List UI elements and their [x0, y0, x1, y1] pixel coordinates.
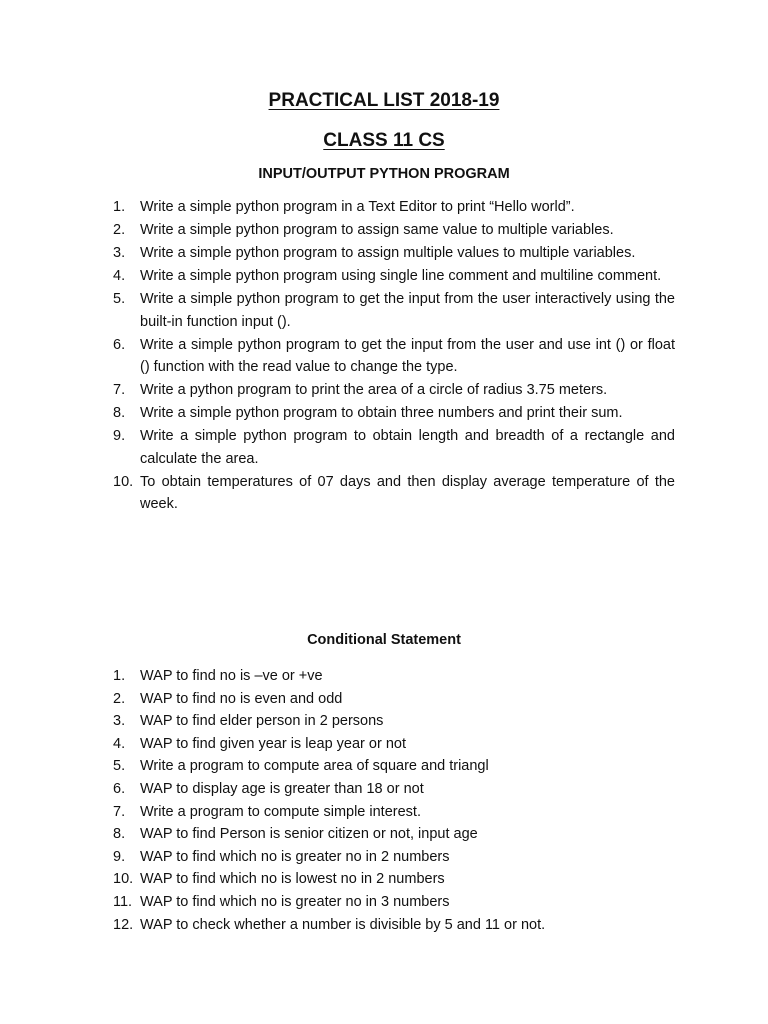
list-item-number: 10.: [113, 473, 134, 490]
list-item: [113, 379, 675, 402]
list-item-number: 10.: [113, 871, 134, 888]
list-item-number: 4.: [113, 735, 126, 752]
list-item-text: WAP to find which no is greater no in 3 numbers: [140, 893, 450, 910]
list-item: [113, 846, 675, 869]
list-item: [113, 471, 675, 516]
list-item: [113, 710, 675, 733]
list-item-number: 9.: [113, 428, 126, 444]
list-item: [113, 733, 675, 756]
list-item: [113, 425, 675, 470]
list-item-number: 7.: [113, 803, 126, 820]
list-item-text: Write a simple python program in a Text Editor to print “Hello world”.: [140, 199, 575, 215]
list-item: [113, 402, 675, 425]
list-item: [113, 242, 675, 265]
page-title: PRACTICAL LIST 2018-19: [268, 90, 500, 111]
list-item: [113, 755, 675, 778]
list-item: [113, 288, 675, 333]
list-item-text: Write a simple python program to obtain length and breadth of a rectangle and calculate the area.: [140, 428, 675, 467]
list-item-number: 1.: [113, 668, 126, 684]
list-item-text: WAP to find given year is leap year or not: [140, 735, 406, 752]
list-item-text: WAP to check whether a number is divisible by 5 and 11 or not.: [140, 916, 546, 933]
list-item: [113, 688, 675, 711]
list-item: [113, 914, 675, 937]
list-item-number: 9.: [113, 848, 126, 865]
list-item-text: Write a program to compute area of square and triangl: [140, 758, 489, 775]
list-item-number: 6.: [113, 780, 126, 797]
list-item-text: Write a simple python program using single line comment and multiline comment.: [140, 268, 662, 284]
list-item-text: Write a program to compute simple interest.: [140, 803, 421, 820]
list-item-number: 4.: [113, 268, 126, 284]
section-heading-conditional: Conditional Statement: [307, 632, 461, 648]
list-item-text: WAP to find Person is senior citizen or not, input age: [140, 826, 478, 843]
list-item-number: 1.: [113, 199, 126, 215]
list-item-number: 7.: [113, 382, 126, 398]
list-item: [113, 778, 675, 801]
list-item-text: WAP to find which no is lowest no in 2 numbers: [140, 871, 445, 888]
list-item-text: Write a python program to print the area of a circle of radius 3.75 meters.: [140, 382, 608, 398]
list-item-number: 8.: [113, 826, 126, 843]
list-item-text: WAP to display age is greater than 18 or not: [140, 780, 424, 797]
list-item-text: WAP to find no is even and odd: [140, 690, 343, 707]
list-item: [113, 868, 675, 891]
list-item-text: Write a simple python program to get the input from the user interactively using the built-in function input ().: [140, 291, 675, 330]
list-item-text: Write a simple python program to get the input from the user and use int () or float () function with the read value to change the type.: [140, 336, 675, 375]
list-item-number: 2.: [113, 222, 126, 238]
list-item-number: 5.: [113, 758, 126, 775]
list-item-number: 3.: [113, 245, 126, 261]
list-item-number: 2.: [113, 690, 126, 707]
list-item: [113, 196, 675, 219]
list-item-text: WAP to find elder person in 2 persons: [140, 713, 384, 730]
list-item-text: To obtain temperatures of 07 days and then display average temperature of the week.: [140, 473, 675, 512]
list-item: [113, 219, 675, 242]
list-item-text: Write a simple python program to assign multiple values to multiple variables.: [140, 245, 636, 261]
list-item-text: Write a simple python program to obtain three numbers and print their sum.: [140, 405, 623, 421]
list-item: [113, 801, 675, 824]
list-item-number: 3.: [113, 713, 126, 730]
list-item-number: 5.: [113, 291, 126, 307]
list-item: [113, 823, 675, 846]
input-output-program-list: [113, 196, 675, 516]
list-item: [113, 334, 675, 379]
list-item-text: WAP to find no is –ve or +ve: [140, 668, 323, 684]
list-item-number: 12.: [113, 916, 134, 933]
section-heading-input-output: INPUT/OUTPUT PYTHON PROGRAM: [258, 166, 510, 182]
list-item-number: 11.: [113, 893, 133, 910]
list-item-text: WAP to find which no is greater no in 2 numbers: [140, 848, 450, 865]
list-item: [113, 891, 675, 914]
conditional-statement-list: [113, 665, 675, 936]
list-item-number: 6.: [113, 336, 126, 353]
page-subtitle: CLASS 11 CS: [323, 130, 445, 151]
list-item: [113, 265, 675, 288]
list-item-number: 8.: [113, 405, 126, 421]
list-item-text: Write a simple python program to assign same value to multiple variables.: [140, 222, 614, 238]
list-item: [113, 665, 675, 688]
